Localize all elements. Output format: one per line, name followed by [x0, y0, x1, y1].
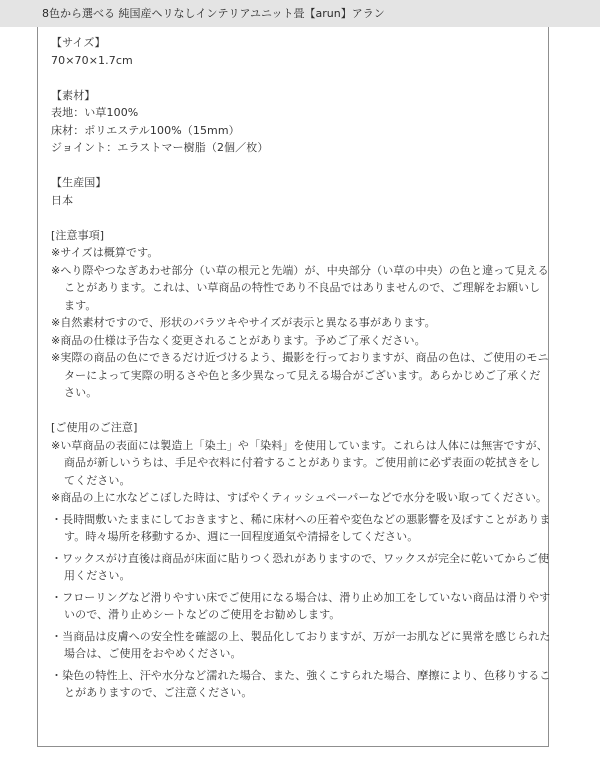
- usage-item: ・染色の特性上、汗や水分など濡れた場合、また、強くこすられた場合、摩擦により、色移りすることがありますので、ご注意ください。: [51, 668, 551, 699]
- size-heading: 【サイズ】: [51, 36, 106, 49]
- material-base: 床材：ポリエステル100%（15mm）: [51, 123, 240, 137]
- origin-value: 日本: [51, 193, 74, 207]
- caution-item: ※へり際やつなぎあわせ部分（い草の根元と先端）が、中央部分（い草の中央）の色と違って見えることがあります。これは、い草商品の特性であり不良品ではありませんので、ご理解をお願いします。: [51, 263, 549, 312]
- material-section: [51, 87, 551, 157]
- size-value: 70×70×1.7cm: [51, 53, 133, 67]
- usage-item: ・当商品は皮膚への安全性を確認の上、製品化しておりますが、万が一お肌などに異常を感じられた場合は、ご使用をおやめください。: [51, 629, 551, 660]
- cautions-section: [51, 227, 551, 402]
- size-section: [51, 34, 551, 69]
- cautions-heading: [注意事項]: [51, 228, 105, 242]
- caution-item: ※実際の商品の色にできるだけ近づけるよう、撮影を行っておりますが、商品の色は、ご使用のモニターによって実際の明るさや色と多少異なって見える場合がございます。あらかじめご了承ください。: [51, 351, 549, 399]
- caution-item: ※サイズは概算です。: [51, 246, 159, 259]
- usage-section: [51, 419, 551, 702]
- origin-heading: 【生産国】: [51, 176, 107, 189]
- usage-item: ・フローリングなど滑りやすい床でご使用になる場合は、滑り止め加工をしていない商品は滑りやすいので、滑り止めシートなどのご使用をお勧めします。: [51, 590, 551, 621]
- material-joint: ジョイント：エラストマー樹脂（2個／枚）: [51, 141, 269, 154]
- product-title: 8色から選べる 純国産ヘリなしインテリアユニット畳【arun】アラン: [42, 7, 385, 20]
- usage-item: ・長時間敷いたままにしておきますと、稀に床材への圧着や変色などの悪影響を及ぼすことがあります。時々場所を移動するか、週に一回程度通気や清掃をしてください。: [51, 512, 551, 543]
- spec-content: [51, 34, 551, 719]
- caution-item: ※自然素材ですので、形状のバラツキやサイズが表示と異なる事があります。: [51, 316, 436, 329]
- caution-item: ※商品の仕様は予告なく変更されることがあります。予めご了承ください。: [51, 333, 426, 347]
- origin-section: [51, 174, 551, 209]
- product-title-bar: [0, 0, 600, 27]
- usage-item: ※い草商品の表面には製造上「染土」や「染料」を使用しています。これらは人体には無害ですが、商品が新しいうちは、手足や衣料に付着することがあります。ご使用前に必ず表面の乾拭きをしてください。: [51, 438, 548, 487]
- material-heading: 【素材】: [51, 88, 96, 102]
- usage-heading: [ご使用のご注意]: [51, 421, 138, 434]
- usage-item: ・ワックスがけ直後は商品が床面に貼りつく恐れがありますので、ワックスが完全に乾いてからご使用ください。: [51, 551, 549, 582]
- material-surface: 表地：い草100%: [51, 106, 139, 119]
- usage-item: ※商品の上に水などこぼした時は、すばやくティッシュペーパーなどで水分を吸い取ってください。: [51, 491, 548, 504]
